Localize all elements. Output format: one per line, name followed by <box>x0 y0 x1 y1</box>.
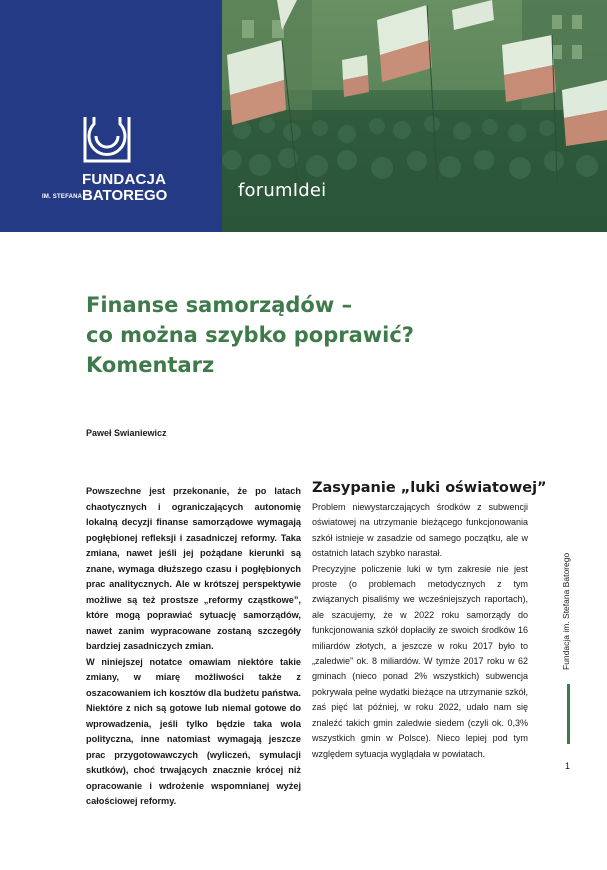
title-line: co można szybko poprawić? <box>86 323 414 347</box>
foundation-logo-icon <box>82 114 132 164</box>
vertical-label-text: Fundacja im. Stefana Batorego <box>561 552 571 670</box>
title-line: Komentarz <box>86 353 215 377</box>
header-blue-panel <box>0 0 222 232</box>
intro-paragraph: W niniejszej notatce omawiam niektóre takie zmiany, w miarę możliwości także z oszacowaniem ich kosztów dla budżetu państwa. Niektóre z nich są gotowe lub niemal gotowe do wprowadzenia, jeśli tylko będzie taka wola polityczna, inne natomiast wymagają jeszcze prac przygotowawczych (wyliczeń, symulacji skutków), choć trwających znacznie krócej niż opracowanie i wdrożenie wspomnianej wyżej całościowej reformy. <box>86 656 301 806</box>
intro-paragraph: Powszechne jest przekonanie, że po latach chaotycznych i ograniczających autonomię lokalną decyzji finanse samorządowe wymagają pogłębionej refleksji i zasadniczej reformy. Taka zmiana, nawet jeśli jej pożądane kierunki są znane, wymaga dłuższego czasu i pogłębionych prac analitycznych. Ale w krótszej perspektywie możliwe są też prostsze „reformy cząstkowe”, które mogą poprawiać sytuację samorządów, nawet zanim wypracowane zostaną szczegóły bardziej zasadniczych zmian. <box>86 486 301 651</box>
title-line: Finanse samorządów – <box>86 293 353 317</box>
author-name: Paweł Swianiewicz <box>86 428 167 438</box>
logo-text-small: IM. STEFANA <box>42 194 83 200</box>
vertical-foundation-label <box>561 550 575 670</box>
section-column <box>312 500 528 762</box>
green-accent-bar <box>567 684 570 744</box>
section-paragraph: Precyzyjne policzenie luki w tym zakresie nie jest proste (o problemach metodycznych z tym związanych pisaliśmy we wcześniejszych raportach), ale szacujemy, że w 2022 roku samorządy do funkcjonowania szkół dopłaciły ze swoich środków 16 miliardów złotych, a jeszcze w roku 2017 było to „zaledwie” ok. 8 miliardów. W tymże 2017 roku w 62 gminach (nieco ponad 2% wszystkich) subwencja pokrywała pełne wydatki bieżące na utrzymanie szkół, zaś pięć lat później, w roku 2022, udało nam się znaleźć takich gmin zaledwie siedem (czyli ok. 0,3% wszystkich gmin w Polsce). Nieco lepiej pod tym względem sytuacja wyglądała w powiatach. <box>312 563 528 759</box>
logo-text-line2: BATOREGO <box>82 187 168 204</box>
header-photo <box>222 0 607 232</box>
logo-text-line1: FUNDACJA <box>82 171 167 188</box>
article-title <box>86 290 506 380</box>
intro-column <box>86 484 301 810</box>
page-number: 1 <box>565 761 571 771</box>
section-paragraph: Problem niewystarczających środków z subwencji oświatowej na utrzymanie bieżącego funkcjonowania szkół istnieje w zasadzie od samego początku, ale w ostatnich latach szybko narastał. <box>312 502 528 559</box>
section-heading: Zasypanie „luki oświatowej” <box>312 480 547 496</box>
series-label: forumIdei <box>238 180 327 201</box>
